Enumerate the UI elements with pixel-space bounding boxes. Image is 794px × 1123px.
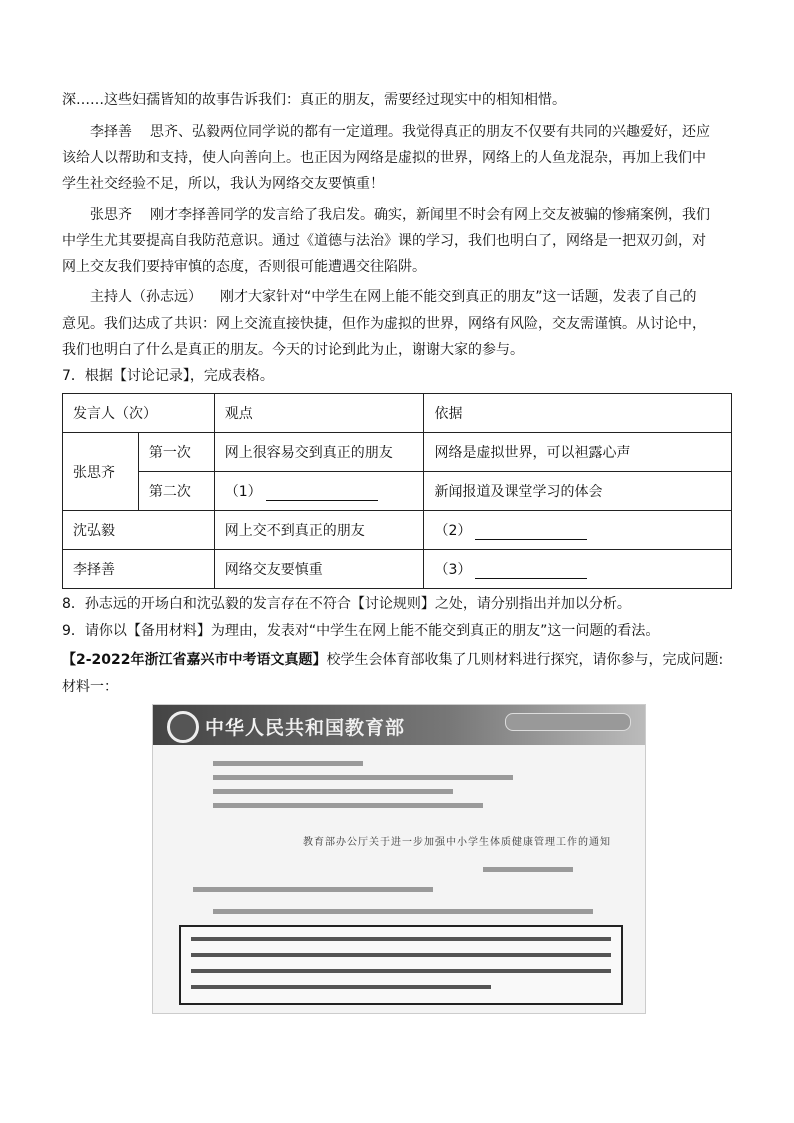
material-1-image [152, 704, 646, 1014]
ministry-banner [153, 705, 645, 745]
table-header-row [63, 394, 732, 433]
table-row [63, 550, 732, 589]
host-speech-line1 [90, 287, 697, 307]
site-search-box [505, 713, 631, 731]
cell-second: 第二次 [138, 472, 214, 511]
zhang-speech-line3: 网上交友我们要持审慎的态度，否则很可能遭遇交往陷阱。 [62, 259, 426, 275]
header-view: 观点 [214, 394, 424, 433]
exam-intro: 校学生会体育部收集了几则材料进行探究，请你参与，完成问题: [326, 652, 724, 668]
cell-li-view: 网络交友要慎重 [214, 550, 424, 589]
question-7: 7．根据【讨论记录】，完成表格。 [62, 368, 274, 384]
excerpt-line [191, 937, 611, 941]
cell-first: 第一次 [138, 433, 214, 472]
table-row [63, 511, 732, 550]
notice-title: 教育部办公厅关于进一步加强中小学生体质健康管理工作的通知 [303, 837, 611, 848]
blurred-text-line [213, 761, 363, 766]
excerpt-line [191, 953, 611, 957]
cell-shen: 沈弘毅 [63, 511, 215, 550]
material-1-label: 材料一： [62, 679, 118, 695]
paragraph-intro: 深……这些妇孺皆知的故事告诉我们：真正的朋友，需要经过现实中的相知相惜。 [62, 92, 566, 108]
discussion-table [62, 393, 732, 589]
blurred-text-line [483, 867, 573, 872]
blank-number-1: （1） [224, 484, 262, 500]
cell-shen-basis [424, 511, 732, 550]
li-speech-line3: 学生社交经验不足，所以，我认为网络交友要慎重！ [62, 176, 384, 192]
zhang-speech-line1 [90, 205, 710, 225]
host-speech-line2: 意见。我们达成了共识：网上交流直接快捷，但作为虚拟的世界，网络有风险，交友需谨慎。从讨论中， [62, 316, 706, 332]
cell-shen-view: 网上交不到真正的朋友 [214, 511, 424, 550]
table-row [63, 472, 732, 511]
blurred-text-line [193, 887, 433, 892]
exam-source: 【2-2022年浙江省嘉兴市中考语文真题】 [62, 652, 327, 668]
blurred-text-line [213, 789, 453, 794]
cell-first-view: 网上很容易交到真正的朋友 [214, 433, 424, 472]
answer-blank-1[interactable] [266, 486, 378, 501]
header-basis: 依据 [424, 394, 732, 433]
question-8: 8．孙志远的开场白和沈弘毅的发言存在不符合【讨论规则】之处，请分别指出并加以分析。 [62, 596, 631, 612]
national-emblem-icon [167, 711, 199, 743]
blank-number-2: （2） [434, 523, 472, 539]
zhang-speech-text1: 刚才李择善同学的发言给了我启发。确实，新闻里不时会有网上交友被骗的惨痛案例，我们 [150, 207, 710, 223]
speaker-li: 李择善 [90, 124, 132, 140]
blurred-text-line [213, 909, 593, 914]
cell-second-view [214, 472, 424, 511]
zhang-speech-line2: 中学生尤其要提高自我防范意识。通过《道德与法治》课的学习，我们也明白了，网络是一把双刃剑，对 [62, 233, 706, 249]
header-speaker: 发言人（次） [63, 394, 215, 433]
cell-second-basis: 新闻报道及课堂学习的体会 [424, 472, 732, 511]
blank-number-3: （3） [434, 562, 472, 578]
answer-blank-3[interactable] [475, 564, 587, 579]
question-9: 9．请你以【备用材料】为理由，发表对“中学生在网上能不能交到真正的朋友”这一问题的看法。 [62, 623, 660, 639]
cell-li: 李择善 [63, 550, 215, 589]
cell-li-basis [424, 550, 732, 589]
table-row [63, 433, 732, 472]
excerpt-line [191, 985, 491, 989]
li-speech-line1 [90, 122, 710, 142]
answer-blank-2[interactable] [475, 525, 587, 540]
li-speech-line2: 该给人以帮助和支持，使人向善向上。也正因为网络是虚拟的世界，网络上的人鱼龙混杂，再加上我们中 [62, 150, 706, 166]
exam-intro-line [62, 650, 723, 670]
blurred-text-line [213, 775, 513, 780]
excerpt-line [191, 969, 611, 973]
speaker-zhang: 张思齐 [90, 207, 132, 223]
cell-zhang: 张思齐 [63, 433, 139, 511]
speaker-host: 主持人（孙志远） [90, 289, 202, 305]
host-speech-text1: 刚才大家针对“中学生在网上能不能交到真正的朋友”这一话题，发表了自己的 [220, 289, 697, 305]
ministry-title: 中华人民共和国教育部 [205, 717, 406, 739]
host-speech-line3: 我们也明白了什么是真正的朋友。今天的讨论到此为止，谢谢大家的参与。 [62, 342, 524, 358]
li-speech-text1: 思齐、弘毅两位同学说的都有一定道理。我觉得真正的朋友不仅要有共同的兴趣爱好，还应 [150, 124, 710, 140]
blurred-text-line [213, 803, 483, 808]
highlighted-excerpt-box [179, 925, 623, 1005]
cell-first-basis: 网络是虚拟世界，可以袒露心声 [424, 433, 732, 472]
